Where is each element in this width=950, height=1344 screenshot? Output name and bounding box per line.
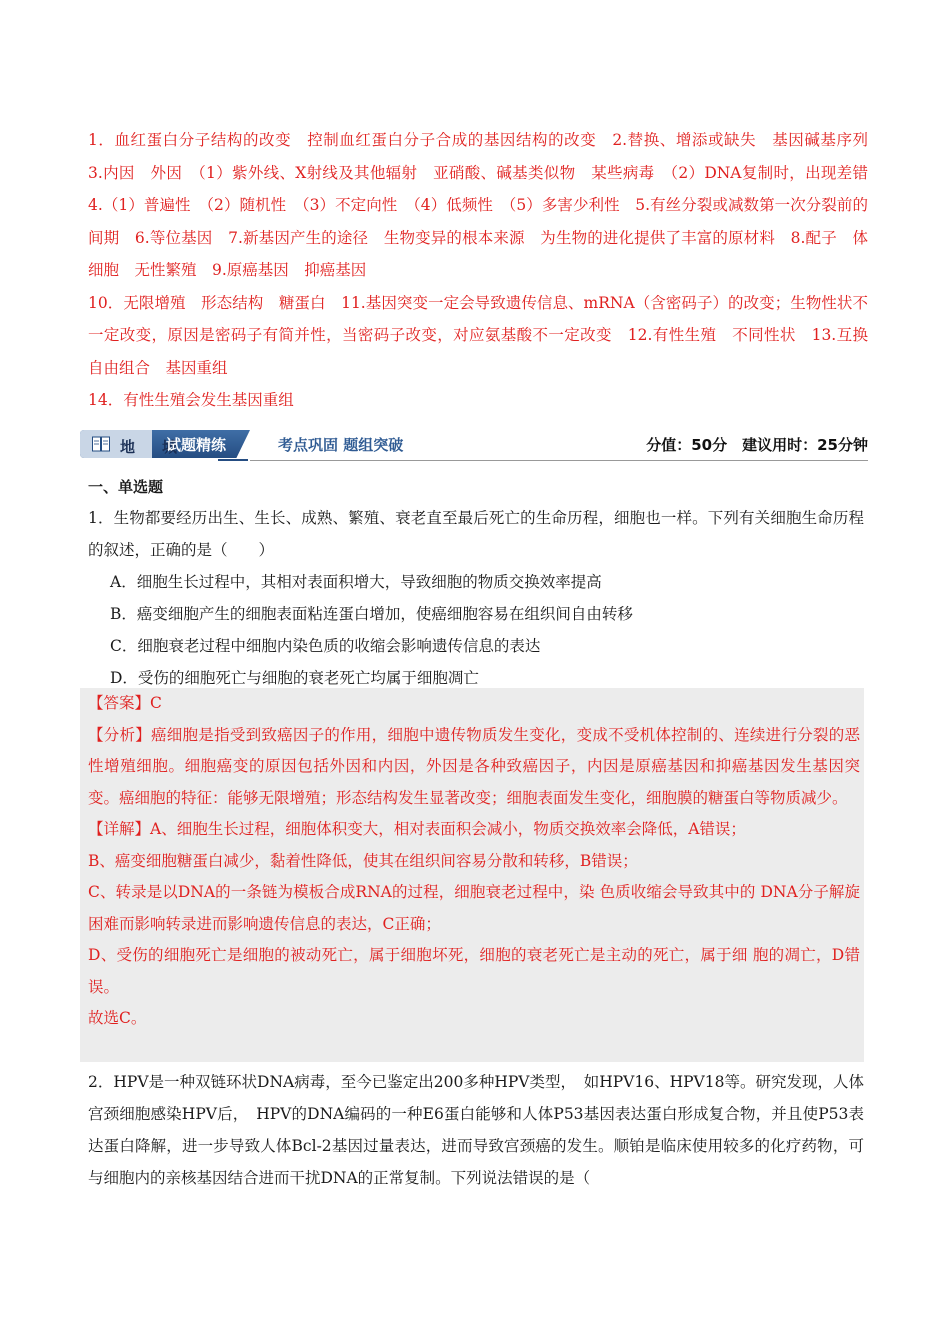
solution-detail-a: 【详解】A、细胞生长过程，细胞体积变大，相对表面积会减小，物质交换效率会降低，A错误； bbox=[88, 820, 746, 838]
answer-key-paragraph-1: 1．血红蛋白分子结构的改变 控制血红蛋白分子合成的基因结构的改变 2.替换、增添或缺失 基因碱基序列 3.内因 外因 （1）紫外线、X射线及其他辐射 亚硝酸、碱基类似物 某些病毒 （2）DNA复制时，出现差错 4.（1）普遍性 （2）随机性 （3）不定向性 （4）低频性 （5）多害少利性 5.有丝分裂或减数第一次分裂前的间期 6.等位基因 7.新基因产生的途径 生物变异的根本来源 为生物的进化提供了丰富的原材料 8.配子 体细胞 无性繁殖 9.原癌基因 抑癌基因 bbox=[88, 131, 884, 279]
section-banner bbox=[80, 426, 868, 462]
solution-analysis: 【分析】癌细胞是指受到致癌因子的作用，细胞中遗传物质发生变化，变成不受机体控制的、连续进行分裂的恶性增殖细胞。细胞癌变的原因包括外因和内因，外因是各种致癌因子，内因是原癌基因和抑癌基因发生基因突变。癌细胞的特征：能够无限增殖；形态结构发生显著改变；细胞表面发生变化，细胞膜的糖蛋白等物质减少。 bbox=[88, 725, 860, 807]
banner-score-time: 分值：50分 建议用时：25分钟 bbox=[646, 436, 868, 454]
answer-key-block bbox=[88, 124, 884, 417]
question-2 bbox=[88, 1066, 864, 1194]
question-1-option-b: B．癌变细胞产生的细胞表面粘连蛋白增加，使癌细胞容易在组织间自由转移 bbox=[110, 605, 633, 623]
banner-ghost-text: 地 城 bbox=[120, 438, 184, 456]
solution-detail-c: C、转录是以DNA的一条链为模板合成RNA的过程，细胞衰老过程中，染 色质收缩会导致其中的 DNA分子解旋困难而影响转录进而影响遗传信息的表达，C正确； bbox=[88, 883, 860, 933]
answer-key-paragraph-3: 14．有性生殖会发生基因重组 bbox=[88, 391, 294, 409]
solution-conclusion: 故选C。 bbox=[88, 1009, 147, 1027]
question-1-stem: 1．生物都要经历出生、生长、成熟、繁殖、衰老直至最后死亡的生命历程，细胞也一样。下列有关细胞生命历程的叙述，正确的是（ ） bbox=[88, 509, 864, 559]
book-icon bbox=[92, 436, 110, 452]
question-1-option-a: A．细胞生长过程中，其相对表面积增大，导致细胞的物质交换效率提高 bbox=[110, 573, 602, 591]
solution-answer: 【答案】C bbox=[88, 694, 162, 712]
section-heading: 一、单选题 bbox=[88, 478, 164, 496]
answer-key-paragraph-2: 10．无限增殖 形态结构 糖蛋白 11.基因突变一定会导致遗传信息、mRNA（含密码子）的改变；生物性状不一定改变，原因是密码子有简并性，当密码子改变，对应氨基酸不一定改变 12.有性生殖 不同性状 13.互换 自由组合 基因重组 bbox=[88, 293, 884, 377]
solution-detail-d: D、受伤的细胞死亡是细胞的被动死亡，属于细胞坏死，细胞的衰老死亡是主动的死亡，属于细 胞的凋亡，D错误。 bbox=[88, 946, 860, 996]
question-1-option-c: C．细胞衰老过程中细胞内染色质的收缩会影响遗传信息的表达 bbox=[110, 637, 541, 655]
solution-box bbox=[80, 688, 864, 1062]
banner-divider bbox=[250, 460, 868, 461]
question-1-option-d: D．受伤的细胞死亡与细胞的衰老死亡均属于细胞凋亡 bbox=[110, 669, 479, 687]
question-1 bbox=[88, 502, 864, 694]
banner-title-underline bbox=[218, 459, 248, 461]
banner-subtitle: 考点巩固 题组突破 bbox=[278, 436, 404, 454]
question-2-stem: 2．HPV是一种双链环状DNA病毒，至今已鉴定出200多种HPV类型， 如HPV16、HPV18等。研究发现，人体宫颈细胞感染HPV后， HPV的DNA编码的一种E6蛋白能够和人体P53基因表达蛋白形成复合物，并且使P53表达蛋白降解，进一步导致人体Bcl-2基因过量表达，进而导致宫颈癌的发生。顺铂是临床使用较多的化疗药物，可与细胞内的亲核基因结合进而干扰DNA的正常复制。下列说法错误的是（ bbox=[88, 1073, 864, 1187]
banner-title: 试题精练 bbox=[166, 436, 227, 454]
solution-detail-b: B、癌变细胞糖蛋白减少，黏着性降低，使其在组织间容易分散和转移，B错误； bbox=[88, 851, 638, 870]
